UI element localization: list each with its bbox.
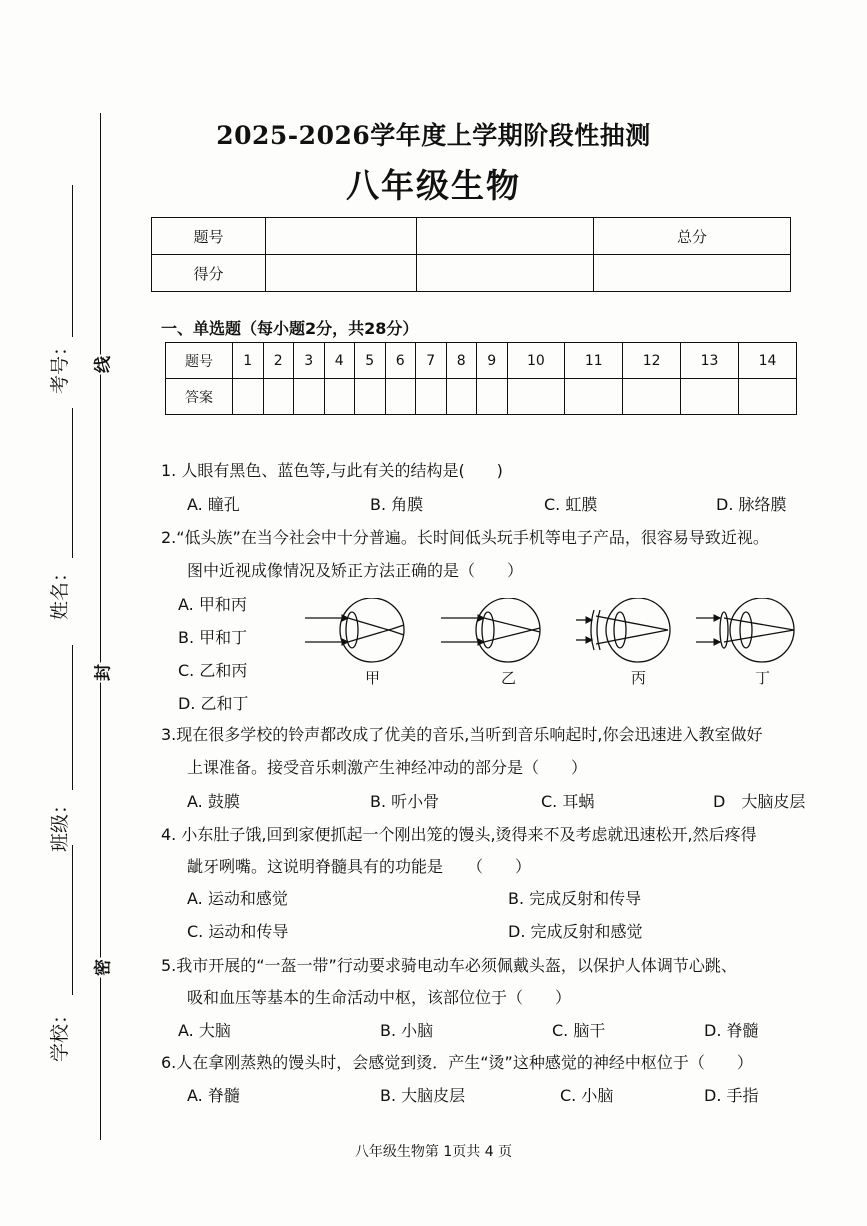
question-2: 2.“低头族”在当今社会中十分普遍。长时间低头玩手机等电子产品，很容易导致近视。 (161, 528, 769, 547)
seal-feng: 封 (89, 663, 114, 683)
score-row1-label: 题号 (152, 218, 266, 255)
q1-option-d: D. 脉络膜 (716, 495, 787, 514)
answer-number-cell: 4 (324, 343, 355, 379)
answer-blank-cell (477, 379, 508, 415)
subject-title: 八年级生物 (346, 166, 521, 205)
score-cell (266, 255, 417, 292)
answer-row-label: 答案 (166, 379, 233, 415)
myopia-eye-figure (300, 598, 805, 670)
question-4-line2: 龇牙咧嘴。这说明脊髓具有的功能是 （ ） (187, 857, 532, 876)
eye-diagram-bing (576, 598, 670, 662)
class-label: 班级： (49, 794, 72, 853)
eye-label-bing: 丙 (631, 669, 647, 687)
answer-number-cell: 3 (294, 343, 325, 379)
score-cell (594, 255, 791, 292)
answer-number-cell: 14 (739, 343, 797, 379)
answer-number-cell: 1 (233, 343, 264, 379)
total-label: 总分 (594, 218, 791, 255)
q6-option-b: B. 大脑皮层 (380, 1086, 466, 1105)
question-4: 4. 小东肚子饿,回到家便抓起一个刚出笼的馒头,烫得来不及考虑就迅速松开,然后疼得 (161, 825, 757, 844)
school-label: 学校： (49, 1004, 72, 1063)
answer-blank-cell (294, 379, 325, 415)
q6-option-c: C. 小脑 (560, 1086, 614, 1105)
eye-diagram-ding (696, 598, 794, 662)
answer-number-cell: 8 (446, 343, 477, 379)
answer-blank-cell (739, 379, 797, 415)
answer-number-cell: 10 (507, 343, 565, 379)
exam-title: 2025-2026学年度上学期阶段性抽测 (216, 121, 651, 150)
q5-option-d: D. 脊髓 (704, 1021, 759, 1040)
question-2-line2: 图中近视成像情况及矫正方法正确的是（ ） (187, 561, 524, 580)
q2-option-c: C. 乙和丙 (178, 661, 248, 680)
answer-number-cell: 7 (416, 343, 447, 379)
eye-label-ding: 丁 (755, 669, 771, 687)
seal-xian: 线 (89, 355, 114, 375)
answer-number-cell: 2 (263, 343, 294, 379)
answer-row-label: 题号 (166, 343, 233, 379)
q6-option-a: A. 脊髓 (187, 1086, 240, 1105)
q4-option-c: C. 运动和传导 (187, 922, 289, 941)
exam-no-label: 考号： (49, 336, 72, 395)
school-field (72, 845, 73, 995)
answer-number-cell: 13 (681, 343, 739, 379)
answer-blank-cell (355, 379, 386, 415)
score-table (151, 217, 791, 292)
question-6: 6.人在拿刚蒸熟的馒头时，会感觉到烫．产生“烫”这种感觉的神经中枢位于（ ） (161, 1053, 753, 1072)
q5-option-c: C. 脑干 (552, 1021, 606, 1040)
score-row2-label: 得分 (152, 255, 266, 292)
answer-blank-cell (623, 379, 681, 415)
score-cell (417, 218, 594, 255)
name-label: 姓名： (49, 562, 72, 621)
q1-option-b: B. 角膜 (370, 495, 424, 514)
score-cell (266, 218, 417, 255)
eye-diagram-jia (305, 598, 404, 662)
exam-no-field (72, 185, 73, 337)
answer-blank-cell (385, 379, 416, 415)
q5-option-b: B. 小脑 (380, 1021, 434, 1040)
q5-option-a: A. 大脑 (178, 1021, 231, 1040)
answer-blank-cell (507, 379, 565, 415)
answer-blank-cell (416, 379, 447, 415)
eye-diagram-yi (441, 598, 540, 662)
q2-option-b: B. 甲和丁 (178, 628, 248, 647)
answer-number-cell: 12 (623, 343, 681, 379)
answer-blank-cell (263, 379, 294, 415)
q3-option-a: A. 鼓膜 (187, 792, 240, 811)
question-3: 3.现在很多学校的铃声都改成了优美的音乐,当听到音乐响起时,你会迅速进入教室做好 (161, 725, 763, 744)
q6-option-d: D. 手指 (704, 1086, 759, 1105)
q4-option-a: A. 运动和感觉 (187, 889, 288, 908)
class-field (72, 645, 73, 790)
answer-number-cell: 11 (565, 343, 623, 379)
answer-blank-cell (446, 379, 477, 415)
q4-option-d: D. 完成反射和感觉 (508, 922, 643, 941)
eye-label-jia: 甲 (365, 669, 381, 687)
eye-label-yi: 乙 (501, 669, 517, 687)
answer-number-cell: 9 (477, 343, 508, 379)
binding-line (100, 113, 101, 1140)
q2-option-d: D. 乙和丁 (178, 694, 249, 713)
score-cell (417, 255, 594, 292)
section-heading: 一、单选题（每小题2分，共28分） (161, 319, 419, 338)
q1-option-c: C. 虹膜 (544, 495, 598, 514)
answer-blank-cell (233, 379, 264, 415)
q3-option-b: B. 听小骨 (370, 792, 440, 811)
answer-blank-cell (565, 379, 623, 415)
q4-option-b: B. 完成反射和传导 (508, 889, 642, 908)
page-footer: 八年级生物第 1页共 4 页 (354, 1144, 513, 1160)
seal-mi: 密 (89, 958, 114, 978)
question-3-line2: 上课准备。接受音乐刺激产生神经冲动的部分是（ ） (187, 758, 588, 777)
name-field (72, 408, 73, 558)
answer-number-cell: 5 (355, 343, 386, 379)
question-1: 1. 人眼有黑色、蓝色等,与此有关的结构是( ) (161, 461, 503, 480)
question-5: 5.我市开展的“一盔一带”行动要求骑电动车必须佩戴头盔，以保护人体调节心跳、 (161, 956, 737, 975)
answer-number-cell: 6 (385, 343, 416, 379)
answer-table (165, 342, 797, 415)
answer-blank-cell (681, 379, 739, 415)
q3-option-d: D 大脑皮层 (713, 792, 806, 811)
q1-option-a: A. 瞳孔 (187, 495, 240, 514)
q3-option-c: C. 耳蜗 (541, 792, 595, 811)
question-5-line2: 吸和血压等基本的生命活动中枢，该部位位于（ ） (187, 988, 572, 1007)
q2-option-a: A. 甲和丙 (178, 595, 247, 614)
answer-blank-cell (324, 379, 355, 415)
